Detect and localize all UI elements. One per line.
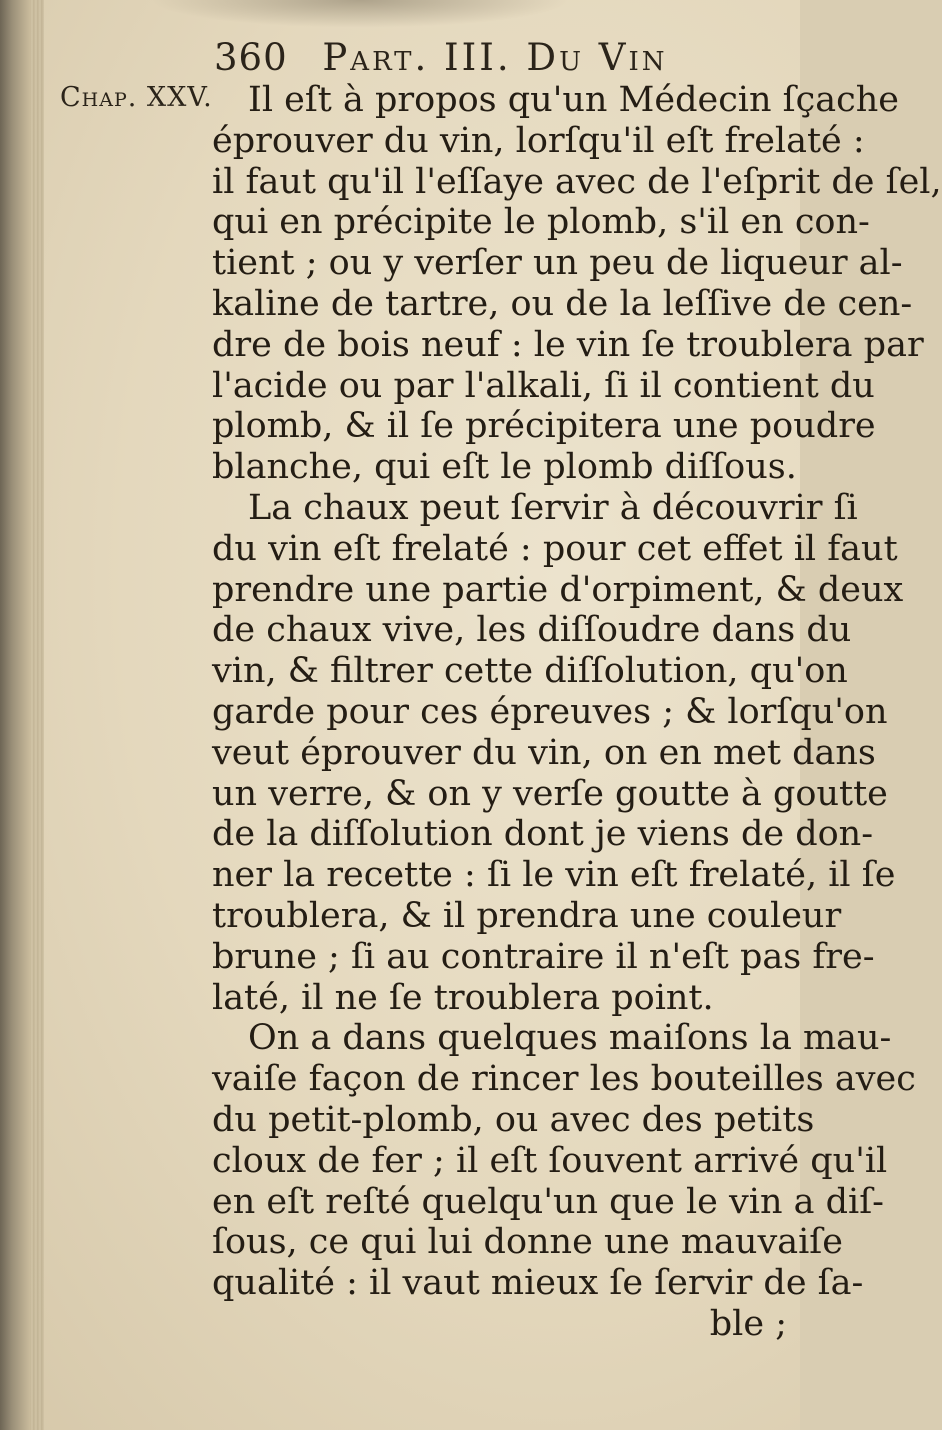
text-line: éprouver du vin, lorſqu'il eſt frelaté : <box>212 120 865 161</box>
running-title: Part. III. Du Vin <box>322 36 668 79</box>
book-binding-edge <box>0 0 30 1430</box>
text-line: prendre une partie d'orpiment, & deux <box>212 569 904 610</box>
text-line: du petit-plomb, ou avec des petits <box>212 1099 815 1140</box>
text-line: du vin eſt frelaté : pour cet effet il faut <box>212 528 898 569</box>
text-line: troublera, & il prendra une couleur <box>212 895 842 936</box>
page-number: 360 <box>214 36 288 79</box>
text-line: en eſt reſté quelqu'un que le vin a diſ- <box>212 1181 884 1222</box>
top-shadow <box>150 0 570 28</box>
text-line: garde pour ces épreuves ; & lorſqu'on <box>212 691 888 732</box>
body-text <box>212 80 942 1345</box>
text-line: On a dans quelques maiſons la mau- <box>248 1018 892 1059</box>
text-line: tient ; ou y verſer un peu de liqueur al- <box>212 243 903 284</box>
text-line: Il eſt à propos qu'un Médecin ſçache <box>248 80 899 120</box>
text-line: veut éprouver du vin, on en met dans <box>212 732 876 773</box>
text-line: kaline de tartre, ou de la leſſive de cen- <box>212 283 913 324</box>
text-line: ner la recette : ſi le vin eſt frelaté, il ſe <box>212 855 896 896</box>
running-head <box>214 36 668 79</box>
text-line: de chaux vive, les diſſoudre dans du <box>212 610 852 651</box>
chapter-margin-note: Chap. XXV. <box>60 82 213 113</box>
text-line: plomb, & il ſe précipitera une poudre <box>212 406 876 447</box>
text-line: ſous, ce qui lui donne une mauvaiſe <box>212 1222 843 1263</box>
text-line: blanche, qui eſt le plomb diſſous. <box>212 447 797 488</box>
text-line: brune ; ſi au contraire il n'eſt pas fre- <box>212 936 875 977</box>
text-line: vin, & filtrer cette diſſolution, qu'on <box>212 651 848 692</box>
text-line: un verre, & on y verſe goutte à goutte <box>212 773 888 814</box>
page-edges <box>30 0 44 1430</box>
text-line: La chaux peut ſervir à découvrir ſi <box>248 487 858 528</box>
text-line: qualité : il vaut mieux ſe ſervir de ſa- <box>212 1263 864 1304</box>
text-line: laté, il ne ſe troublera point. <box>212 977 714 1018</box>
text-line: l'acide ou par l'alkali, ſi il contient du <box>212 365 875 406</box>
text-line: il faut qu'il l'eſſaye avec de l'eſprit de ſel, <box>212 161 942 202</box>
catchword: ble ; <box>709 1303 787 1344</box>
text-line: de la diſſolution dont je viens de don- <box>212 814 874 855</box>
text-line: dre de bois neuf : le vin ſe troublera par <box>212 324 924 365</box>
text-line: cloux de fer ; il eſt ſouvent arrivé qu'il <box>212 1140 888 1181</box>
text-line: vaiſe façon de rincer les bouteilles avec <box>212 1059 916 1100</box>
text-line: qui en précipite le plomb, s'il en con- <box>212 202 870 243</box>
